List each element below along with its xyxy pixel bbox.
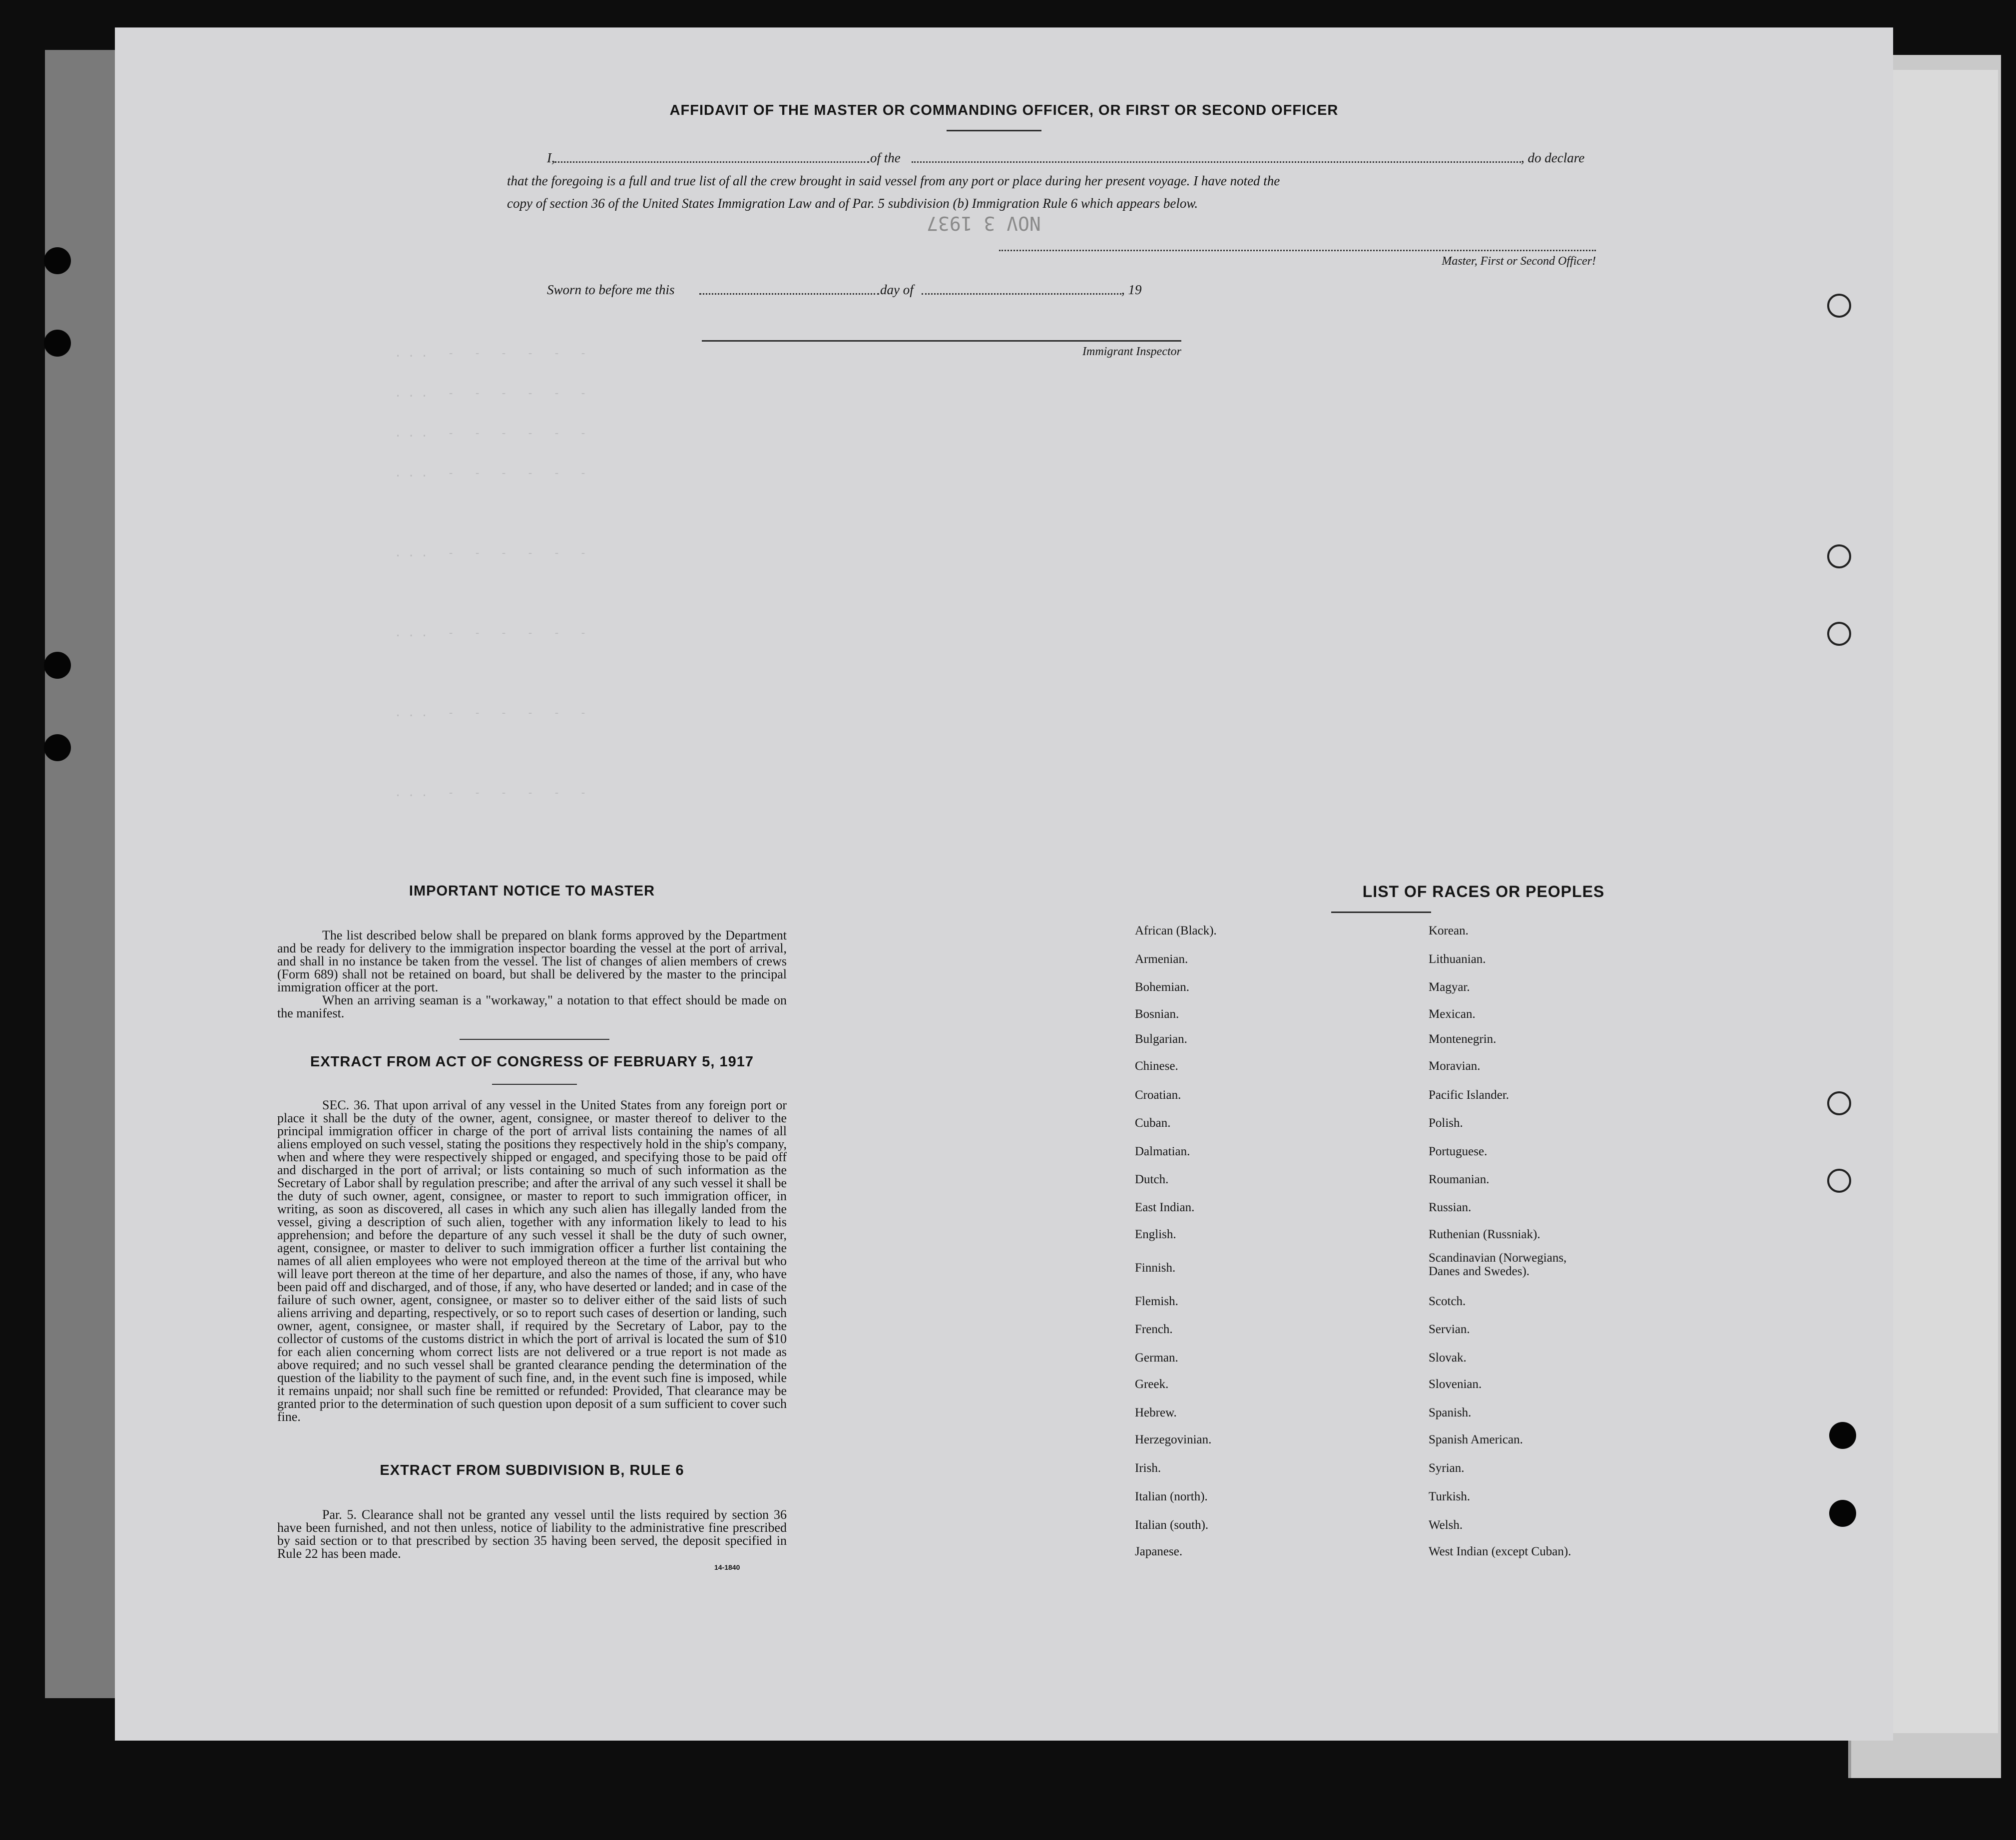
extract-act-rule bbox=[492, 1084, 577, 1085]
sworn-year: , 19 bbox=[1121, 282, 1142, 297]
date-stamp: NOV 3 1937 bbox=[927, 212, 1041, 234]
race-right: Moravian. bbox=[1429, 1059, 1481, 1073]
underlying-sheet-left bbox=[45, 50, 125, 1698]
affidavit-line1-of: of the bbox=[870, 150, 901, 165]
document-page bbox=[115, 27, 1893, 1741]
affidavit-line1-declare: , do declare bbox=[1521, 150, 1585, 165]
race-right: Slovenian. bbox=[1429, 1378, 1482, 1391]
underlying-sheet-right-2 bbox=[1883, 70, 1998, 1733]
affidavit-title-rule bbox=[947, 130, 1041, 131]
inspector-label: Immigrant Inspector bbox=[1082, 345, 1181, 358]
race-right: Montenegrin. bbox=[1429, 1032, 1497, 1046]
extract-act-title: EXTRACT FROM ACT OF CONGRESS OF FEBRUARY 5, 1917 bbox=[310, 1054, 754, 1070]
notice-text-2: When an arriving seaman is a "workaway," a notation to that effect should be made on the manifest. bbox=[277, 993, 787, 1020]
race-left: East Indian. bbox=[1135, 1201, 1195, 1214]
race-right: Scotch. bbox=[1429, 1295, 1466, 1308]
race-left: Japanese. bbox=[1135, 1545, 1183, 1558]
affidavit-line3: copy of section 36 of the United States Immigration Law and of Par. 5 subdivision (b) Immigration Rule 6 which appears below. bbox=[507, 196, 1198, 211]
binder-hole-left-1 bbox=[44, 247, 71, 274]
race-right: Spanish. bbox=[1429, 1406, 1472, 1419]
sworn-day-blank bbox=[699, 293, 879, 295]
race-right: Korean. bbox=[1429, 924, 1469, 937]
race-right: Servian. bbox=[1429, 1323, 1470, 1336]
affidavit-name-blank bbox=[554, 161, 869, 163]
race-left: African (Black). bbox=[1135, 924, 1217, 937]
race-right: Pacific Islander. bbox=[1429, 1088, 1510, 1102]
affidavit-vessel-blank bbox=[912, 161, 1521, 163]
race-right: Portuguese. bbox=[1429, 1145, 1488, 1158]
race-left: Greek. bbox=[1135, 1378, 1169, 1391]
extract-act-text: SEC. 36. That upon arrival of any vessel in the United States from any foreign port or place it shall be the duty of the owner, agent, consignee, or master thereof to deliver to the principal immigration officer in charge of the port of arrival lists containing the names of all aliens employed on such vessel, stating the positions they respectively hold in the ship's company, when and where they were respectively shipped or engaged, and specifying those to be paid off and discharged in the port of arrival; or lists containing so much of such information as the Secretary of Labor shall by regulation prescribe; and after the arrival of any such vessel it shall be the duty of such owner, agent, consignee, or master to report to such immigration officer, in writing, as soon as discovered, all cases in which any such alien has illegally landed from the vessel, giving a description of such alien, together with any information likely to lead to his apprehension; and before the departure of any such vessel it shall be the duty of such owner, agent, consignee, or master to deliver to such immigration officer a further list containing the names of all alien employees who were not employed thereon at the time of the arrival but who will leave port thereon at the time of her departure, and also the names of those, if any, who have been paid off and discharged, and of those, if any, who have deserted or landed; and in case of the failure of such owner, agent, consignee, or master so to deliver either of the said lists of such aliens arriving and departing, respectively, or so to report such cases of desertion or landing, such owner, agent, consignee, or master shall, if required by the Secretary of Labor, pay to the collector of customs of the customs district in which the port of arrival is located the sum of $10 for each alien concerning whom correct lists are not delivered or a true report is not made as above required; and no such vessel shall be granted clearance pending the determination of the question of the liability to the payment of such fine, and, in the event such fine is imposed, while it remains unpaid; nor shall such fine be remitted or refunded: Provided, That clearance may be granted prior to the determination of such question upon deposit of a sum sufficient to cover such fine. bbox=[277, 1098, 787, 1424]
inspector-signature-line bbox=[702, 340, 1181, 342]
binder-ring-3 bbox=[1827, 622, 1851, 646]
race-left: Cuban. bbox=[1135, 1116, 1171, 1130]
binder-ring-2 bbox=[1827, 544, 1851, 568]
race-left: Bosnian. bbox=[1135, 1007, 1179, 1021]
bleed-through-text: . . . - - - - - - . . . - - - - - - . . . - - - - - - . . . - - - - - - . . . - - - - - - . . . - - - - - - . . . - - - - - - . . . - - - - - - bbox=[395, 347, 587, 799]
race-left: German. bbox=[1135, 1351, 1178, 1365]
races-title: LIST OF RACES OR PEOPLES bbox=[1362, 883, 1605, 901]
master-signature-line bbox=[999, 250, 1596, 251]
race-left: Irish. bbox=[1135, 1461, 1161, 1475]
race-right: Slovak. bbox=[1429, 1351, 1467, 1365]
race-right: Spanish American. bbox=[1429, 1433, 1523, 1446]
race-left: Herzegovinian. bbox=[1135, 1433, 1212, 1446]
race-right: West Indian (except Cuban). bbox=[1429, 1545, 1571, 1558]
race-left: Dutch. bbox=[1135, 1173, 1169, 1186]
race-right: Magyar. bbox=[1429, 980, 1470, 994]
race-right: Scandinavian (Norwegians, bbox=[1429, 1251, 1567, 1265]
affidavit-line1-i: I, bbox=[547, 150, 555, 165]
extract-rule-text: Par. 5. Clearance shall not be granted any vessel until the lists required by section 36 have been furnished, and not then unless, notice of liability to the administrative fine prescribed by said section or to that prescribed by section 35 having been served, the deposit specified in Rule 22 has been made. bbox=[277, 1507, 787, 1561]
binder-hole-right-2 bbox=[1829, 1500, 1856, 1527]
binder-ring-5 bbox=[1827, 1169, 1851, 1193]
affidavit-title: AFFIDAVIT OF THE MASTER OR COMMANDING OFFICER, OR FIRST OR SECOND OFFICER bbox=[669, 102, 1339, 118]
race-left: Flemish. bbox=[1135, 1295, 1178, 1308]
race-right: Russian. bbox=[1429, 1201, 1472, 1214]
binder-hole-right-1 bbox=[1829, 1422, 1856, 1449]
race-right: Ruthenian (Russniak). bbox=[1429, 1228, 1540, 1241]
race-left: English. bbox=[1135, 1228, 1176, 1241]
binder-hole-left-3 bbox=[44, 652, 71, 679]
race-left: French. bbox=[1135, 1323, 1173, 1336]
race-left: Croatian. bbox=[1135, 1088, 1181, 1102]
race-left: Chinese. bbox=[1135, 1059, 1178, 1073]
race-right: Lithuanian. bbox=[1429, 952, 1486, 966]
race-left: Italian (south). bbox=[1135, 1518, 1209, 1532]
race-left: Dalmatian. bbox=[1135, 1145, 1190, 1158]
notice-text: The list described below shall be prepared on blank forms approved by the Department and be ready for delivery to the immigration inspector boarding the vessel at the port of arrival, and shall in no instance be taken from the vessel. The list of changes of alien members of crews (Form 689) shall not be retained on board, but shall be delivered by the master to the principal immigration officer at the port. bbox=[277, 928, 787, 994]
binder-hole-left-4 bbox=[44, 734, 71, 761]
race-left: Hebrew. bbox=[1135, 1406, 1177, 1419]
race-right: Syrian. bbox=[1429, 1461, 1465, 1475]
notice-title: IMPORTANT NOTICE TO MASTER bbox=[409, 883, 655, 899]
race-right-continuation: Danes and Swedes). bbox=[1429, 1265, 1530, 1278]
sworn-day-of: day of bbox=[880, 282, 914, 297]
sworn-month-blank bbox=[922, 293, 1121, 295]
race-left: Bulgarian. bbox=[1135, 1032, 1187, 1046]
binder-hole-left-2 bbox=[44, 330, 71, 357]
race-right: Mexican. bbox=[1429, 1007, 1476, 1021]
race-left: Finnish. bbox=[1135, 1261, 1176, 1275]
race-right: Roumanian. bbox=[1429, 1173, 1490, 1186]
binder-ring-1 bbox=[1827, 294, 1851, 318]
sworn-prefix: Sworn to before me this bbox=[547, 282, 675, 297]
race-left: Armenian. bbox=[1135, 952, 1188, 966]
race-right: Polish. bbox=[1429, 1116, 1463, 1130]
binder-ring-4 bbox=[1827, 1091, 1851, 1115]
race-right: Welsh. bbox=[1429, 1518, 1463, 1532]
race-left: Bohemian. bbox=[1135, 980, 1190, 994]
race-right: Turkish. bbox=[1429, 1490, 1471, 1503]
extract-rule-title: EXTRACT FROM SUBDIVISION B, RULE 6 bbox=[380, 1462, 684, 1478]
notice-rule bbox=[460, 1039, 609, 1040]
form-number: 14-1840 bbox=[714, 1563, 740, 1571]
affidavit-line2: that the foregoing is a full and true list of all the crew brought in said vessel from any port or place during her present voyage. I have noted the bbox=[507, 173, 1280, 188]
races-title-rule bbox=[1331, 912, 1431, 913]
master-signature-label: Master, First or Second Officer! bbox=[1442, 255, 1596, 268]
race-left: Italian (north). bbox=[1135, 1490, 1208, 1503]
